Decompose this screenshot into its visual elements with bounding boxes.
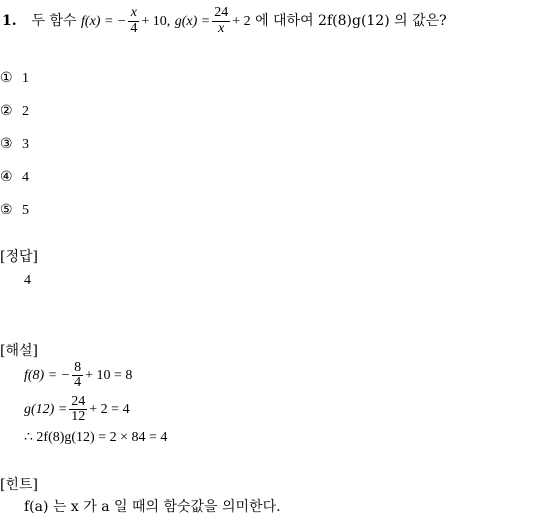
explanation-line-2	[24, 390, 130, 430]
explanation-line-2-suffix: + 2 = 4	[89, 402, 130, 417]
option-2-value: 2	[22, 104, 29, 119]
explanation-line-2-fraction	[69, 395, 87, 425]
g-expression-prefix: g(x) =	[174, 14, 211, 30]
g-fraction-numerator: 24	[214, 5, 229, 20]
g-expression-suffix: + 2	[232, 14, 251, 30]
explanation-line-1-fraction	[72, 361, 83, 391]
option-1-marker: ①	[0, 70, 13, 86]
option-4-marker: ④	[0, 169, 13, 185]
option-3-value: 3	[22, 137, 29, 152]
option-3-marker: ③	[0, 136, 13, 152]
explanation-line-1-suffix: + 10 = 8	[85, 368, 133, 383]
option-4-value: 4	[22, 170, 29, 185]
option-2[interactable]	[0, 103, 29, 120]
explanation-header: [해설]	[0, 343, 38, 359]
g-fraction-denominator: x	[218, 20, 225, 36]
hint-text: f(a) 는 x 가 a 일 때의 함숫값을 의미한다.	[24, 499, 281, 515]
explanation-line-2-denominator: 12	[71, 409, 86, 425]
f-fraction-denominator: 4	[130, 20, 138, 36]
question-number: 1.	[2, 13, 17, 30]
explanation-line-1-denominator: 4	[74, 375, 82, 391]
option-5-marker: ⑤	[0, 202, 13, 218]
option-5-value: 5	[22, 203, 29, 218]
option-5[interactable]	[0, 202, 29, 219]
option-1-value: 1	[22, 71, 29, 86]
f-expression-prefix: f(x) = −	[81, 14, 127, 30]
answer-value: 4	[24, 273, 31, 288]
explanation-line-3: ∴ 2f(8)g(12) = 2 × 84 = 4	[24, 430, 168, 445]
hint-header: [힌트]	[0, 477, 38, 493]
answer-header: [정답]	[0, 249, 38, 265]
f-expression-suffix: + 10,	[141, 14, 171, 30]
explanation-line-2-numerator: 24	[71, 393, 86, 409]
option-1[interactable]	[0, 70, 29, 87]
explanation-line-2-prefix: g(12) =	[24, 402, 68, 417]
explanation-line-1-prefix: f(8) = −	[24, 368, 71, 383]
question-tail: 에 대하여 2f(8)g(12) 의 값은?	[255, 13, 447, 30]
question-intro: 두 함수	[31, 13, 77, 30]
g-fraction	[212, 6, 230, 36]
question-line	[2, 6, 447, 36]
option-2-marker: ②	[0, 103, 13, 119]
f-fraction-numerator: x	[128, 6, 139, 22]
option-3[interactable]	[0, 136, 29, 153]
explanation-line-1-numerator: 8	[74, 359, 82, 375]
option-4[interactable]	[0, 169, 29, 186]
f-fraction	[128, 6, 139, 36]
